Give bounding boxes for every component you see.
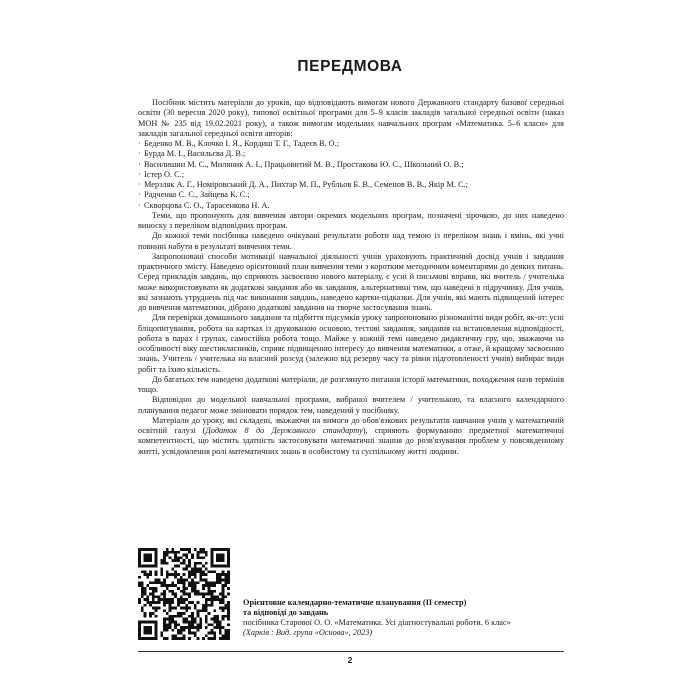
list-item: · Бурда М. І., Васильєва Д. В.; <box>138 149 564 159</box>
authors-list <box>138 139 564 211</box>
list-item: · Мерзляк А. Г., Номіровський Д. А., Пихтар М. П., Рубльов Б. В., Семенов В. В., Якір М. С.; <box>138 180 564 190</box>
page-number: 2 <box>347 655 353 665</box>
list-item: · Радченко С. С., Зайцева К. С.; <box>138 190 564 200</box>
body-paragraph: До кожної теми посібника наведено очікувані результати роботи над темою із переліком знань і вмінь, які учні повинні набути в результаті вивчення теми. <box>138 231 564 251</box>
qr-code[interactable] <box>138 548 230 640</box>
body-paragraph: Теми, що пропонують для вивчення автори окремих модельних програм, позначені зірочкою, до них наведено виноску з переліком відповідних програм. <box>138 210 564 230</box>
list-item: · Василишин М. С., Миляник А. І., Працьовитий М. В., Простакова Ю. С., Школьний О. В.; <box>138 160 564 170</box>
preface-body <box>138 98 564 457</box>
body-paragraph: До багатьох тем наведено додаткові матеріали, де розглянуто питання історії математики, походження назв термінів тощо. <box>138 374 564 394</box>
list-item: · Істер О. С.; <box>138 170 564 180</box>
qr-caption-line: та відповіді до завдань <box>243 607 329 617</box>
qr-caption-line: посібника Старової О. О. «Математика. Усі діагностувальні роботи. 6 клас» <box>243 617 511 627</box>
list-item: · Скворцова С. О., Тарасенкова Н. А. <box>138 201 564 211</box>
qr-caption-line: Орієнтовне календарно-тематичне планування (ІІ семестр) <box>243 598 467 607</box>
qr-caption-line: (Харків : Вид. група «Основа», 2023) <box>243 627 373 637</box>
body-paragraph: Запропоновані способи мотивації навчальної діяльності учнів ураховують практичний досвід учнів і завдання практичного змісту. Наведено орієнтовний план вивчення теми з коротким методичним коментарями до деяких питань. Серед прикладів завдань, що сприяють засвоєнню нового матеріалу, є усні й письмові вправи, які вчитель / учителька може використовувати як додаткові завдання або як завдання, альтернативні тим, що наведені в підручнику. Для учнів, які зазнають утруднень під час виконання завдань, наведено картки-підказки. Для учнів, які мають підвищений інтерес до вивчення математики, дібрано додаткові завдання на творче застосування знань. <box>138 251 564 312</box>
list-item: · Беденко М. В., Клочко І. Я., Кордиш Т. Г., Тадеєв В. О.; <box>138 139 564 149</box>
qr-code-icon <box>138 548 230 640</box>
qr-caption <box>243 598 563 638</box>
standard-reference: Додаток 8 до Державного стандарту <box>205 426 363 435</box>
final-text-start: Матеріали до уроку, які складені, зважаючи на вимоги до обов'язкових результатів навчання учнів у математичній освітній галузі ( <box>138 415 564 435</box>
final-paragraph <box>138 416 564 457</box>
intro-paragraph: Посібник містить матеріали до уроків, що відповідають вимогам нового Державного стандарту базової середньої освіти (30 вересня 2020 року), типової освітньої програми для 5–9 класів закладів загальної середньої освіти (наказ МОН № 235 від 19.02.2021 року), а також вимогам модельних навчальних програм «Математика. 5–6 класи» для закладів загальної середньої освіти авторів: <box>138 98 564 138</box>
final-text-end: ), сприяють формуванню предметної математичної компетентності, що містить здатність застосовувати математичні знання до розв'язування проблем у повсякденному житті, усвідомлення ролі математичних знань в особистому та суспільному житті людини. <box>138 426 564 456</box>
footer-divider <box>138 651 564 652</box>
body-paragraph: Відповідно до модельної навчальної програми, вибраної вчителем / учителькою, та власного календарного планування педагог може змінювати порядок тем, наведений у посібнику. <box>138 395 564 415</box>
page-title: ПЕРЕДМОВА <box>297 58 403 75</box>
body-paragraph: Для перевірки домашнього завдання та підбиття підсумків уроку запропоновано різноманітні види робіт, як-от: усні бліцопитування, робота на картках із друкованою основою, тестові завдання, завдання на встановлення відповідності, робота в парах і групах, самостійна робота тощо. Майже у кожній темі наведено дидактичну гру, що, зважаючи на особливості віку шестикласників, сприяє підвищенню інтересу до вивчення математики, а отже, й кращому засвоєнню знань. Учитель / учителька на власний розсуд (залежно від резерву часу та рівня підготовленості учнів) вибирає види робіт та їхню кількість. <box>138 313 564 374</box>
